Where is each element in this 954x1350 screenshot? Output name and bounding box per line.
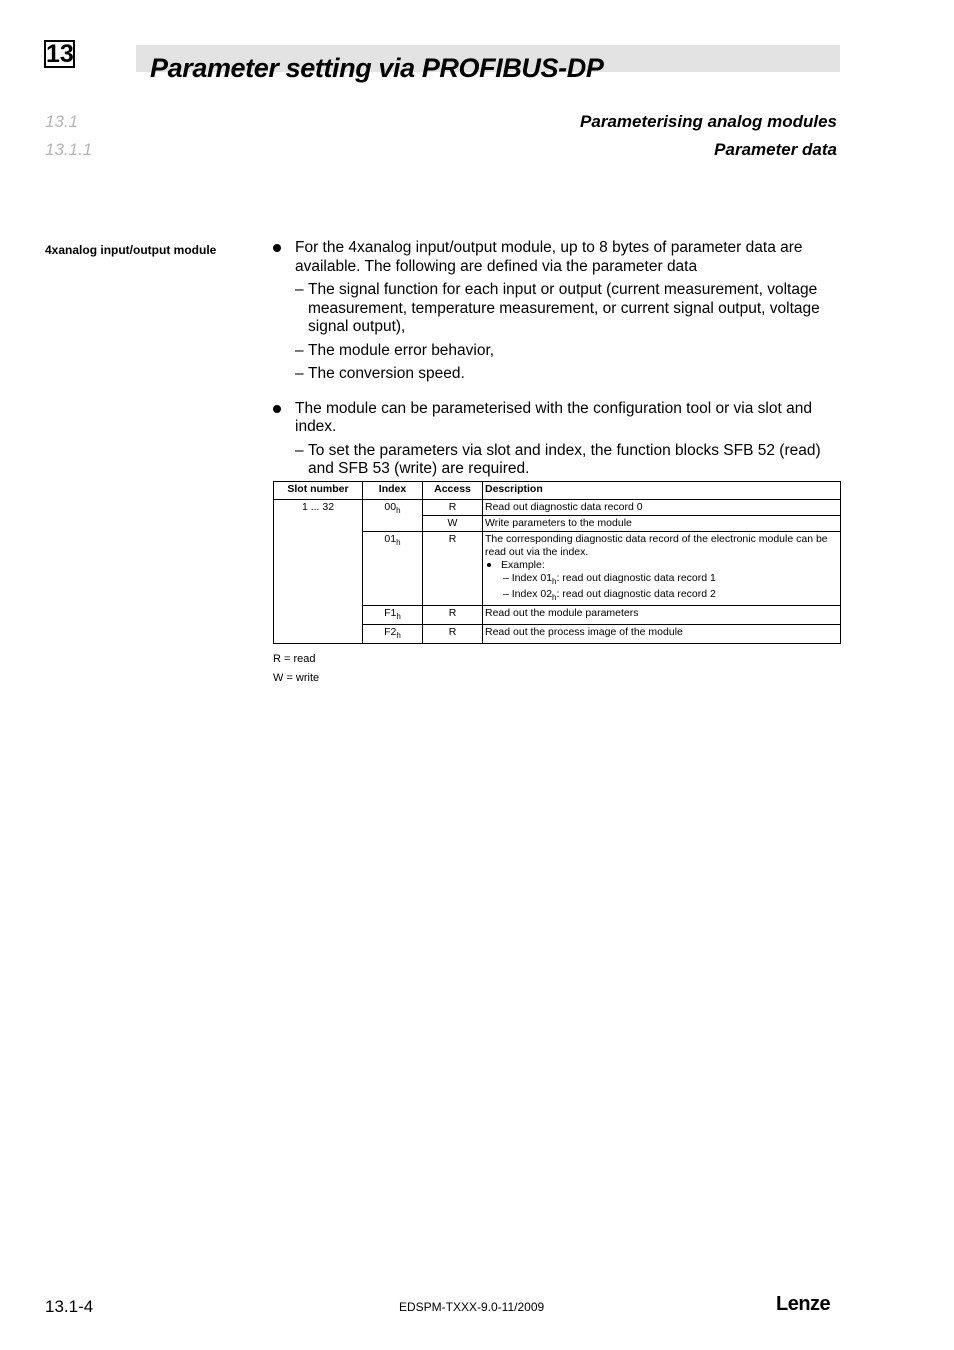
bullet-item: [273, 239, 841, 384]
margin-label: 4xanalog input/output module: [45, 243, 217, 257]
sub-item: – The signal function for each input or output (current measurement, voltage measurement, temperature measurement, or current signal output, voltage signal output),: [295, 281, 820, 335]
description-cell: Read out the process image of the module: [483, 625, 841, 644]
sub-item: – The module error behavior,: [295, 341, 495, 359]
index-cell: $F2_h$: [363, 625, 423, 644]
access-cell: R: [423, 532, 483, 606]
sub-item: – To set the parameters via slot and index, the function blocks SFB 52 (read) and SFB 53 (write) are required.: [295, 441, 821, 477]
bullet-item: [273, 400, 841, 479]
description-cell: Read out the module parameters: [483, 606, 841, 625]
sub-item-text: The signal function for each input or output (current measurement, voltage measurement, temperature measurement, or current signal output, voltage signal output),: [308, 281, 820, 335]
section-number: 13.1: [45, 112, 79, 131]
header-slot-number: Slot number: [274, 482, 363, 500]
access-cell: R: [423, 606, 483, 625]
description-cell: Write parameters to the module: [483, 516, 841, 532]
bullet-text: For the 4xanalog input/output module, up to 8 bytes of parameter data are available. The following are defined via the parameter data: [295, 239, 803, 275]
bullet-icon: [273, 244, 281, 252]
description-cell: Read out diagnostic data record 0: [483, 500, 841, 516]
example-bullet: Example:: [485, 559, 838, 572]
example-item: – Index $02_h$: read out diagnostic data record 2: [503, 588, 716, 603]
bullet-text: The module can be parameterised with the configuration tool or via slot and index.: [295, 399, 812, 435]
slot-cell: 1 ... 32: [274, 500, 363, 644]
section-title: Parameterising analog modules: [580, 112, 837, 131]
header-access: Access: [423, 482, 483, 500]
header-index: Index: [363, 482, 423, 500]
table-header-row: [274, 482, 841, 500]
access-cell: R: [423, 625, 483, 644]
bullet-icon: [273, 405, 281, 413]
description-text: The corresponding diagnostic data record of the electronic module can be read out via the index.: [485, 533, 828, 558]
subsection-title: Parameter data: [714, 140, 837, 159]
index-cell: $00_h$: [363, 500, 423, 532]
body-content: [273, 239, 841, 487]
example-item: – Index $01_h$: read out diagnostic data record 1: [503, 572, 716, 587]
page-number: 13.1-4: [45, 1297, 94, 1316]
document-id: EDSPM-TXXX-9.0-11/2009: [399, 1300, 545, 1314]
legend-read: R = read: [273, 653, 316, 665]
legend-write: W = write: [273, 672, 320, 684]
description-cell: [483, 532, 841, 606]
access-cell: R: [423, 500, 483, 516]
table-row: [274, 500, 841, 516]
header-description: Description: [483, 482, 841, 500]
index-cell: $F1_h$: [363, 606, 423, 625]
parameter-table: [273, 481, 841, 644]
subsection-number: 13.1.1: [45, 140, 93, 159]
sub-item: – The conversion speed.: [295, 365, 465, 382]
lenze-logo: Lenze: [776, 1293, 831, 1315]
sub-item-text: The module error behavior,: [308, 341, 495, 359]
page-title: Parameter setting via PROFIBUS-DP: [150, 53, 604, 83]
sub-item-text: To set the parameters via slot and index, the function blocks SFB 52 (read) and SFB 53 (write) are required.: [308, 441, 821, 477]
chapter-number: 13: [46, 40, 74, 68]
access-cell: W: [423, 516, 483, 532]
sub-item-text: The conversion speed.: [308, 365, 465, 382]
index-cell: $01_h$: [363, 532, 423, 606]
